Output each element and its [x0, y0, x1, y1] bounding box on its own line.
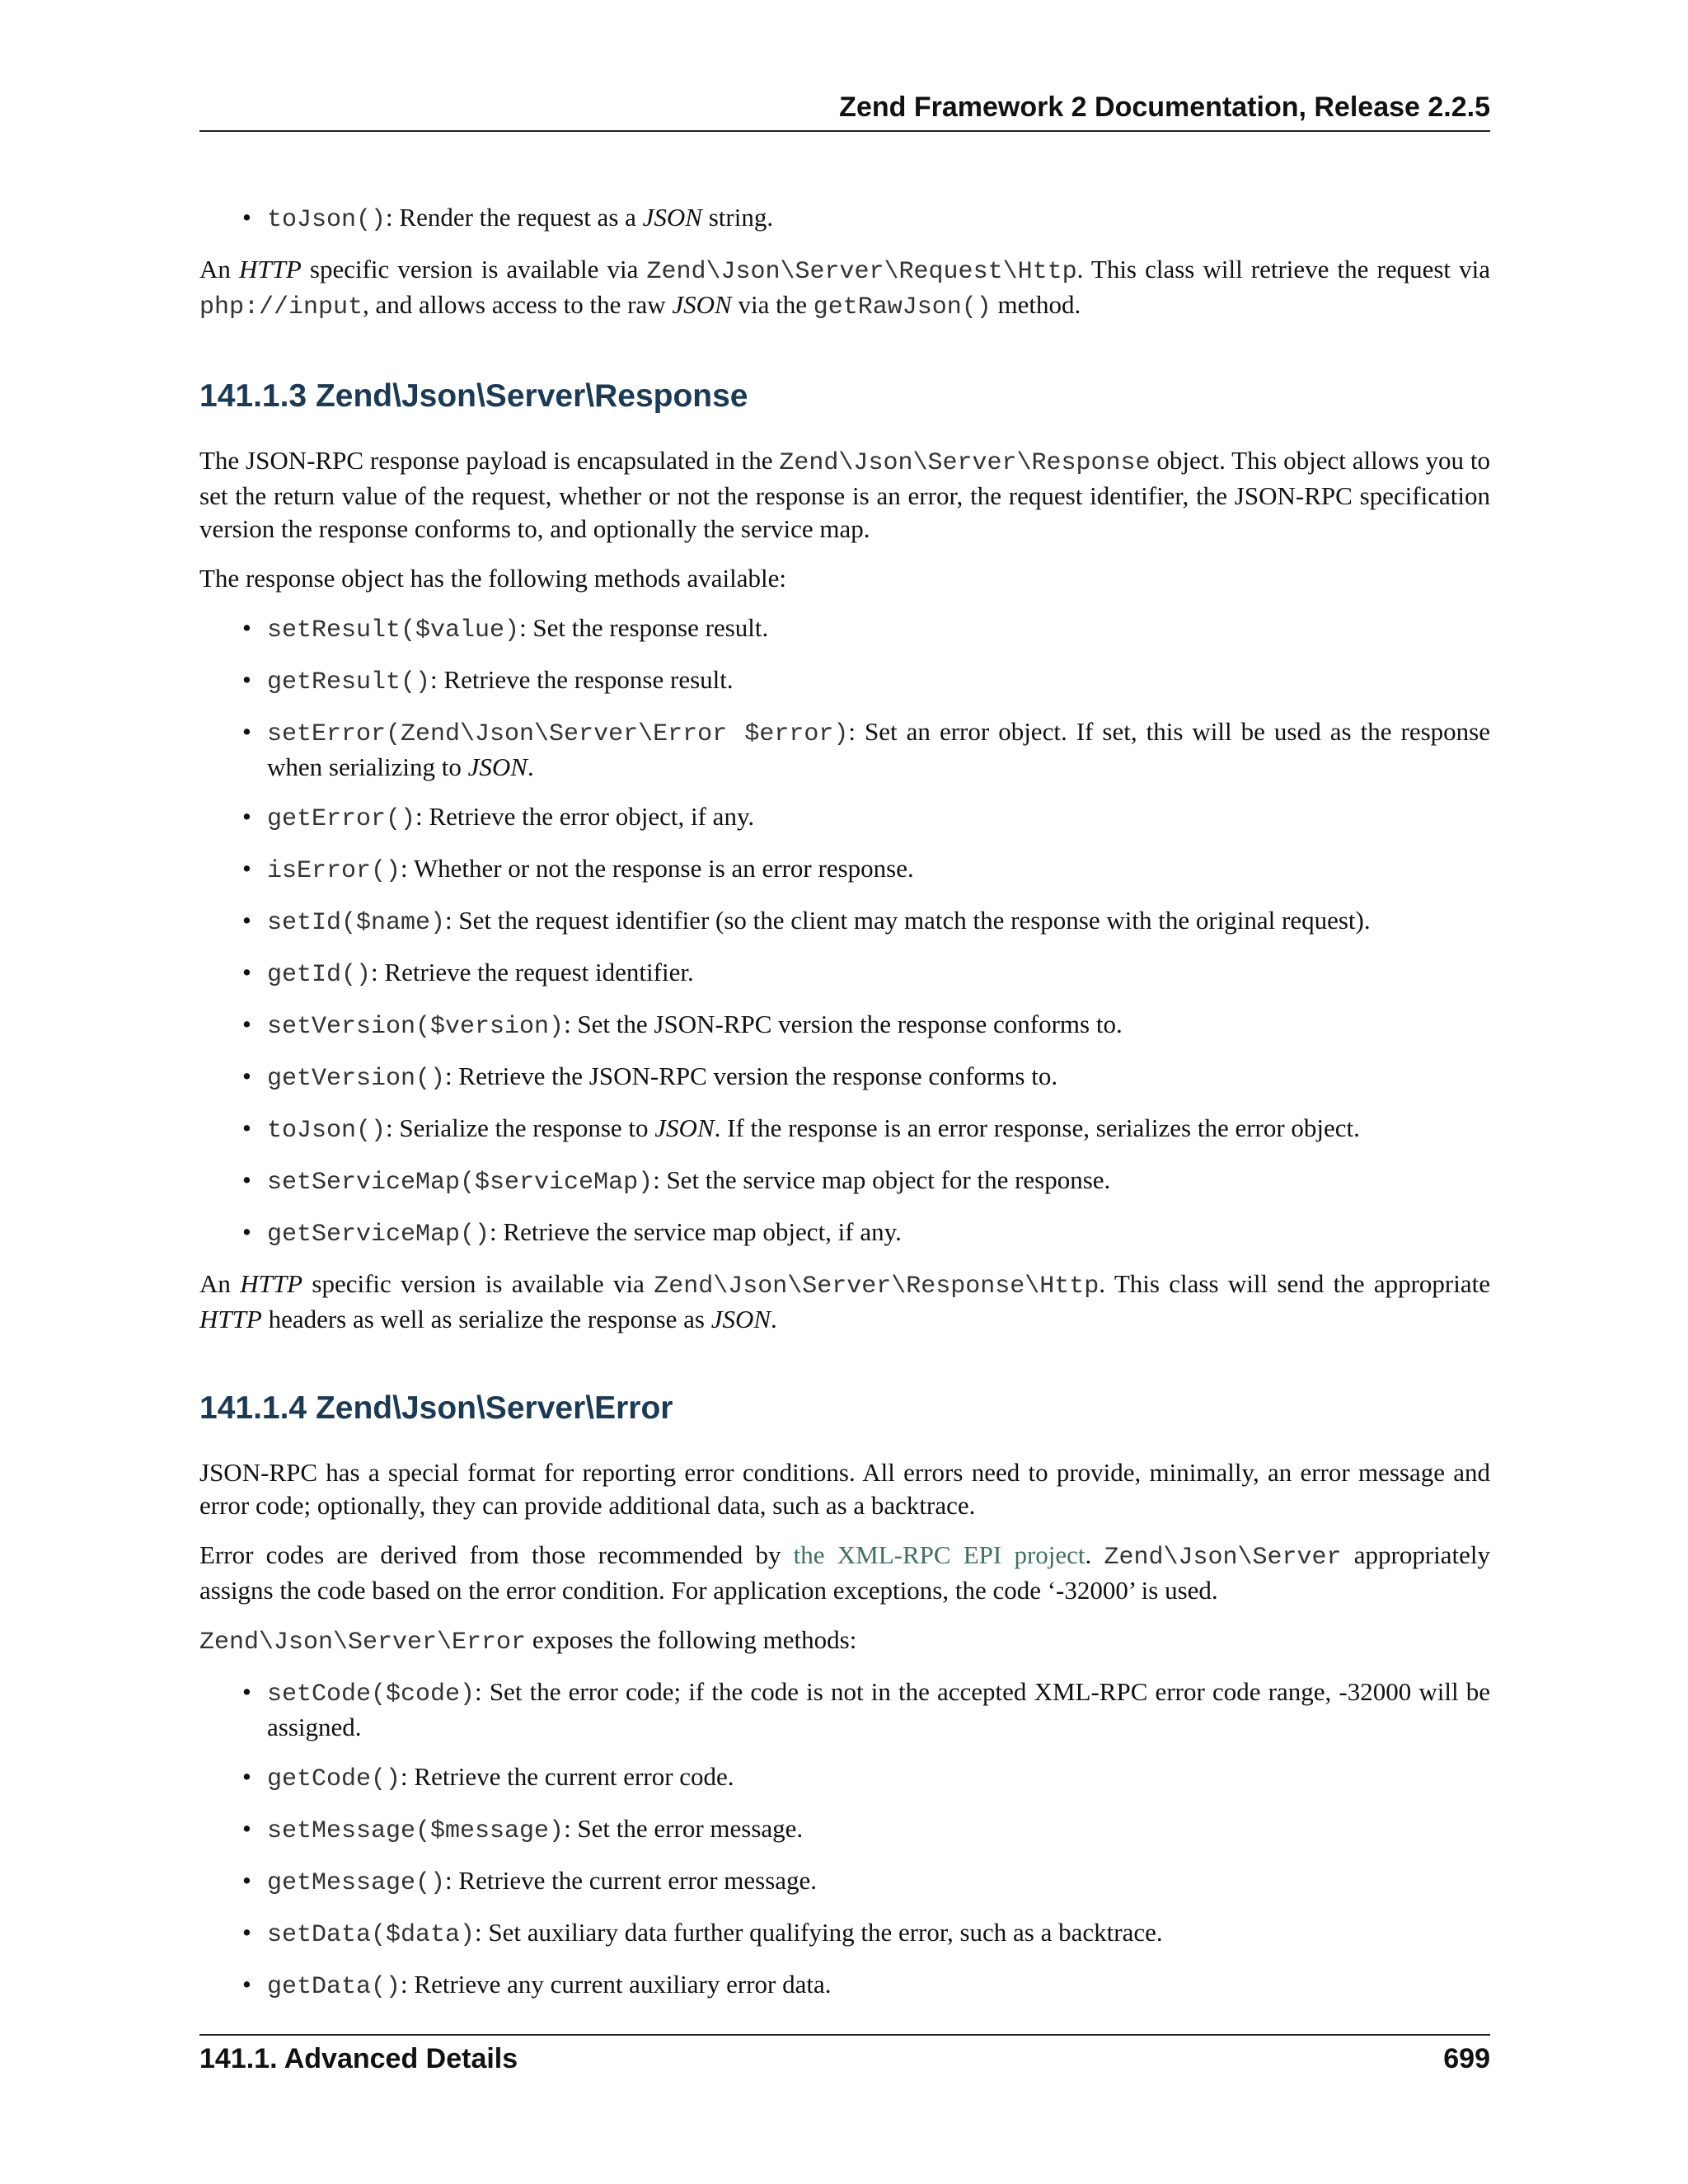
list-item: • getVersion(): Retrieve the JSON-RPC version the response conforms to.: [267, 1060, 1490, 1095]
list-item: • getMessage(): Retrieve the current error message.: [267, 1864, 1490, 1900]
response-intro-paragraph: The JSON-RPC response payload is encapsulated in the Zend\Json\Server\Response object. This object allows you to set the return value of the request, whether or not the response is an error, the request identifier, the JSON-RPC specification version the response conforms to, and optionally the service map.: [199, 446, 1490, 543]
list-item: • setCode($code): Set the error code; if the code is not in the accepted XML-RPC error code range, -32000 will be assigned.: [267, 1675, 1490, 1744]
list-item: • toJson(): Serialize the response to JSON. If the response is an error response, serializes the error object.: [267, 1112, 1490, 1147]
list-item: • getServiceMap(): Retrieve the service map object, if any.: [267, 1216, 1490, 1251]
list-item: • getData(): Retrieve any current auxiliary error data.: [267, 1968, 1490, 2004]
list-item: • setVersion($version): Set the JSON-RPC version the response conforms to.: [267, 1008, 1490, 1043]
response-methods-list: [199, 612, 1490, 1251]
document-page: [199, 0, 1490, 2184]
page-content: [199, 201, 1490, 2020]
method-code: toJson(): [267, 206, 387, 234]
list-item: • setError(Zend\Json\Server\Error $error): Set an error object. If set, this will be used as the response when serializing to JSON.: [267, 715, 1490, 784]
request-http-paragraph: An HTTP specific version is available via Zend\Json\Server\Request\Http. This class will retrieve the request via php://input, and allows access to the raw JSON via the getRawJson() method.: [199, 255, 1491, 321]
list-item: • getResult(): Retrieve the response result.: [267, 663, 1490, 699]
error-methods-lead: Zend\Json\Server\Error exposes the following methods:: [199, 1625, 857, 1657]
list-item: • setResult($value): Set the response result.: [267, 612, 1490, 647]
page-number: 699: [1443, 2043, 1490, 2074]
list-item: • getError(): Retrieve the error object, if any.: [267, 800, 1490, 836]
running-header: Zend Framework 2 Documentation, Release 2.2.5: [839, 91, 1490, 123]
list-item: • isError(): Whether or not the response is an error response.: [267, 852, 1490, 888]
list-item: • getCode(): Retrieve the current error code.: [267, 1760, 1490, 1796]
response-http-paragraph: An HTTP specific version is available via Zend\Json\Server\Response\Http. This class will send the appropriate HTTP headers as well as serialize the response as JSON.: [199, 1269, 1490, 1333]
error-methods-list: [199, 1675, 1490, 2004]
response-methods-lead: The response object has the following methods available:: [199, 564, 786, 593]
xml-rpc-epi-link[interactable]: the XML-RPC EPI project: [793, 1540, 1085, 1569]
error-codes-paragraph: Error codes are derived from those recommended by the XML-RPC EPI project. Zend\Json\Server appropriately assigns the code based on the error condition. For application exceptions, the code ‘-32000’ is used.: [199, 1540, 1490, 1605]
list-item: • toJson(): Render the request as a JSON string.: [267, 201, 1490, 237]
header-rule: [199, 130, 1490, 132]
list-item: • setServiceMap($serviceMap): Set the service map object for the response.: [267, 1164, 1490, 1199]
error-intro-paragraph: JSON-RPC has a special format for reporting error conditions. All errors need to provide, minimally, an error message and error code; optionally, they can provide additional data, such as a backtrace.: [199, 1458, 1490, 1520]
list-item: • setData($data): Set auxiliary data further qualifying the error, such as a backtrace.: [267, 1916, 1490, 1952]
footer-rule: [199, 2034, 1490, 2036]
section-heading-response: 141.1.3 Zend\Json\Server\Response: [199, 378, 748, 414]
running-footer: [199, 2041, 1490, 2077]
list-item: • setId($name): Set the request identifier (so the client may match the response with the original request).: [267, 904, 1490, 940]
request-tail-list: [199, 201, 1490, 237]
footer-section-title: 141.1. Advanced Details: [199, 2043, 518, 2074]
list-item: • setMessage($message): Set the error message.: [267, 1812, 1490, 1848]
list-item: • getId(): Retrieve the request identifier.: [267, 956, 1490, 991]
section-heading-error: 141.1.4 Zend\Json\Server\Error: [199, 1390, 673, 1426]
